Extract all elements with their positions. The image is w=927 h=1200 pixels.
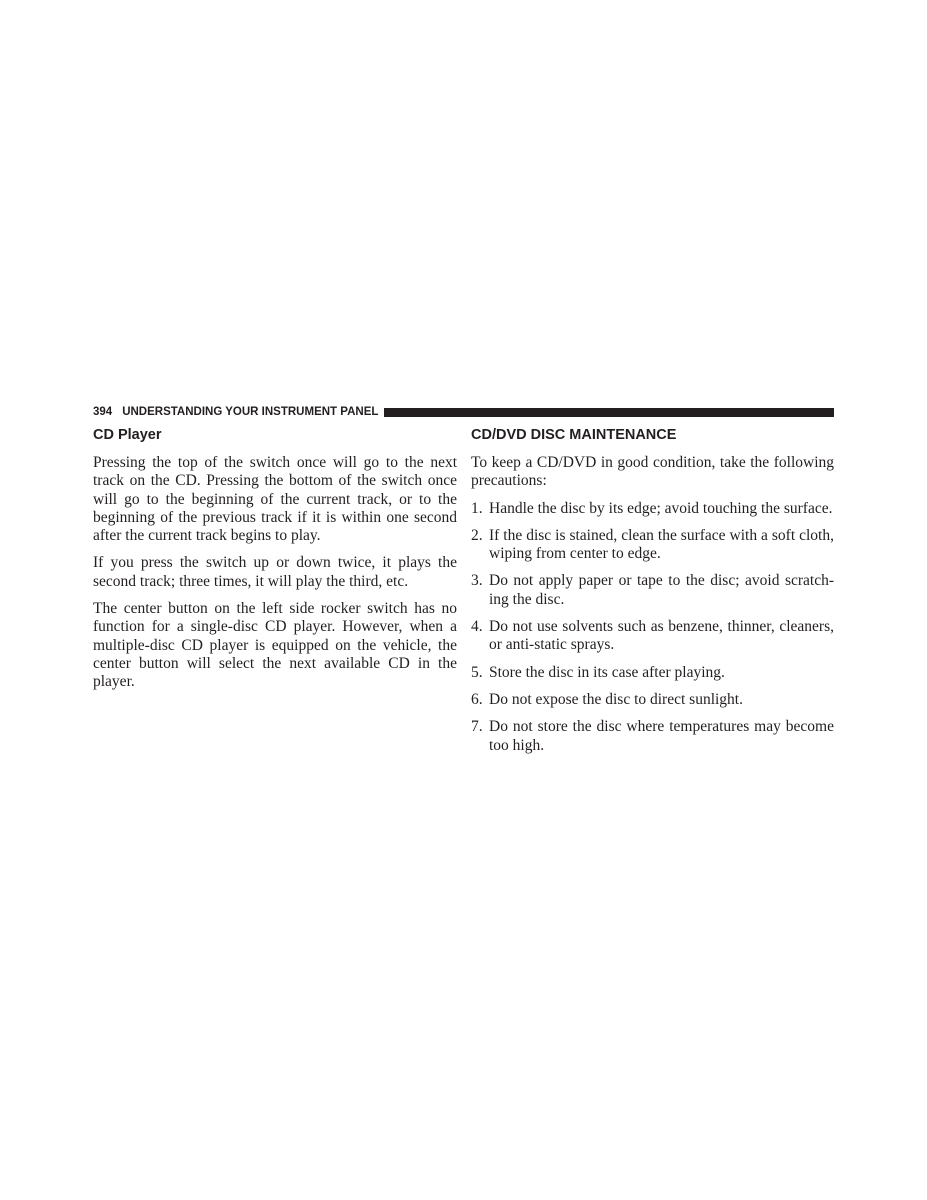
- list-item-text: Do not use solvents such as benzene, thinner, cleaners, or anti-static sprays.: [489, 618, 834, 654]
- list-item-number: 4.: [471, 618, 483, 636]
- list-item-text: Do not expose the disc to direct sunlight.: [489, 690, 743, 708]
- left-column: [93, 426, 457, 701]
- list-item: [471, 664, 834, 682]
- list-item: [471, 618, 834, 655]
- list-item-number: 2.: [471, 526, 483, 544]
- list-item: [471, 718, 834, 755]
- precautions-list: [471, 500, 834, 755]
- page-number: 394: [93, 406, 113, 418]
- list-item-text: Do not store the disc where temperatures may become too high.: [489, 718, 834, 754]
- list-item-number: 6.: [471, 690, 483, 708]
- right-column: [471, 426, 834, 764]
- paragraph: Pressing the top of the switch once will go to the next track on the CD. Pressing the bottom of the switch once will go to the beginning of the current track, or to the beginning of the previous track if it is within one second after the current track begins to play.: [93, 454, 457, 545]
- intro-paragraph: To keep a CD/DVD in good condition, take the following precautions:: [471, 454, 834, 490]
- list-item-number: 3.: [471, 572, 483, 590]
- list-item-text: If the disc is stained, clean the surface with a soft cloth, wiping from center to edge.: [489, 526, 834, 563]
- list-item-text: Do not apply paper or tape to the disc; avoid scratch-ing the disc.: [489, 572, 834, 608]
- list-item: [471, 527, 834, 564]
- list-item: [471, 572, 834, 609]
- list-item-text: Handle the disc by its edge; avoid touching the surface.: [489, 499, 833, 517]
- list-item-number: 5.: [471, 663, 483, 681]
- running-header: [93, 404, 834, 420]
- paragraph: The center button on the left side rocker switch has no function for a single-disc CD player. However, when a multiple-disc CD player is equipped on the vehicle, the center button will select the next available CD in the player.: [93, 600, 457, 691]
- list-item-number: 7.: [471, 718, 483, 736]
- list-item: [471, 500, 834, 518]
- list-item: [471, 691, 834, 709]
- list-item-number: 1.: [471, 499, 483, 517]
- paragraph: If you press the switch up or down twice, it plays the second track; three times, it will play the third, etc.: [93, 554, 457, 590]
- section-title: UNDERSTANDING YOUR INSTRUMENT PANEL: [122, 406, 379, 418]
- list-item-text: Store the disc in its case after playing.: [489, 663, 725, 681]
- header-rule: [384, 408, 834, 417]
- cd-player-heading: CD Player: [93, 427, 162, 443]
- disc-maintenance-heading: CD/DVD DISC MAINTENANCE: [471, 427, 677, 443]
